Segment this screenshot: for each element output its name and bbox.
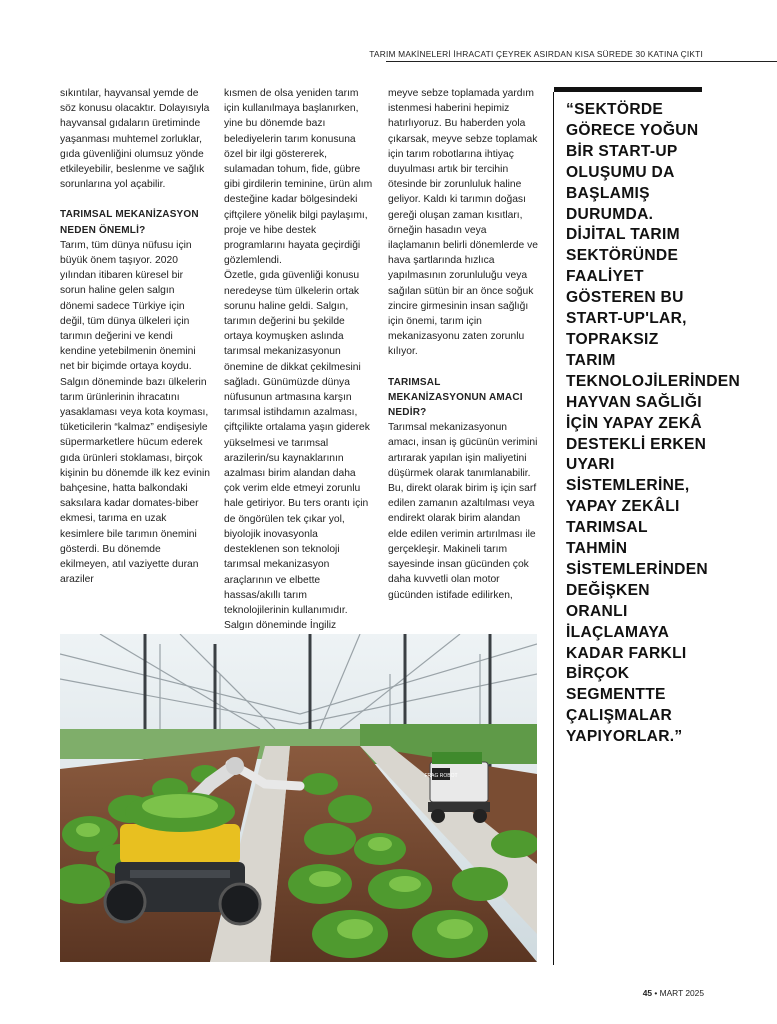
paragraph: Özetle, gıda güvenliği konusu neredeyse tüm ülkelerin ortak sorunu haline geldi. Salgın, tarımın değerini bu şekilde ortaya koymuşken aslında tarımsal mekanizasyonun önemine de dikkat çekilmesini sağladı. Günümüzde dünya nüfusunun artmasına karşın tarımsal istihdamın azalması, çiftçilikte ortalama yaşın giderek yükselmesi ve tarımsal arazilerin/su kaynaklarının azalması birim alandan daha çok verim elde etmeyi zorunlu hale getiriyor. Bu ters orantı için de öngörülen tek çıkar yol, biyolojik inovasyonla desteklenen son teknoloji tarımsal mekanizasyon araçlarının ve elbette hassas/akıllı tarım teknolojilerinin kullanımıdır. Salgın döneminde İngiliz bbox=[224, 270, 370, 632]
article-column-2 bbox=[224, 86, 374, 649]
header-rule bbox=[386, 61, 777, 62]
pull-quote: “SEKTÖRDE GÖRECE YOĞUN BİR START-UP OLUŞUMU DA BAŞLAMIŞ DURUMDA. DİJİTAL TARIM SEKTÖRÜNDE FAALİYET GÖSTEREN BU START-UP'LAR, TOPRAKSIZ TARIM TEKNOLOJİLERİNDEN HAYVAN SAĞLIĞI İÇİN YAPAY ZEKÂ DESTEKLİ ERKEN UYARI SİSTEMLERİNE, YAPAY ZEKÂLI TARIMSAL TAHMİN SİSTEMLERİNDEN DEĞİŞKEN ORANLI İLAÇLAMAYA KADAR FARKLI BİRÇOK SEGMENTTE ÇALIŞMALAR YAPIYORLAR.” bbox=[566, 101, 741, 746]
section-heading: TARIMSAL MEKANİZASYONUN AMACI NEDİR? bbox=[388, 376, 523, 419]
pull-quote-rule bbox=[553, 92, 554, 965]
issue-date: MART 2025 bbox=[659, 988, 704, 998]
paragraph: meyve sebze toplamada yardım istenmesi haberini hepimiz hatırlıyoruz. Bu haberden yola çıkarsak, meyve sebze toplamak için tarım robotlarına ihtiyaç duyulması artık bir tercihin ötesinde bir zorunluluk haline geliyor. Kaldı ki tarımın doğası gereği oluşan zaman kısıtları, örneğin hasadın veya ilaçlamanın belirli dönemlerde ve hava şartlarında hızlıca yapılmasının zorunluluğu veya sağılan sütün bir an önce soğuk zincire girmesinin insan sağlığı için önemi, tarım için mekanizasyonu zaten zorunlu kılıyor. bbox=[388, 88, 538, 358]
page-number: 45 bbox=[642, 988, 653, 998]
section-heading: TARIMSAL MEKANİZASYON NEDEN ÖNEMLİ? bbox=[60, 209, 199, 236]
robot-label: FRAG ROBOT bbox=[424, 773, 458, 779]
paragraph: sıkıntılar, hayvansal yemde de söz konusu olacaktır. Dolayısıyla hayvansal gıdaların üretiminde yaşanması muhtemel zorluklar, gıda güvenliğini olumsuz yönde etkileyebilir, beslenme ve sağlık sorunlarına yol açabilir. bbox=[60, 88, 210, 191]
page-footer bbox=[643, 988, 704, 998]
article-column-3 bbox=[388, 86, 538, 603]
paragraph: Tarımsal mekanizasyonun amacı, insan iş gücünün verimini artırarak yapılan işin maliyetini düşürmek olarak tanımlanabilir. Bu, direkt olarak birim iş için sarf edilen zamanın azaltılması veya endirekt olarak birim alandan elde edilen verimin artırılması ile gerçekleşir. Makineli tarım sayesinde insan gücünden çok daha kuvvetli olan motor gücünden istifade edilirken, bbox=[388, 422, 538, 601]
paragraph: Tarım, tüm dünya nüfusu için büyük önem taşıyor. 2020 yılından itibaren küresel bir sorun haline gelen salgın dönemi sadece Türkiye için değil, tüm dünya ülkeleri için tarımın değerini ve kendi kendine yetebilmenin önemini net bir biçimde ortaya koydu. Salgın döneminde bazı ülkelerin tarım ürünlerinin ihracatını yasaklaması veya kota koyması, tüketicilerin “kalmaz” endişesiyle süpermarketlere hücum ederek gıda ürünleri stoklaması, birçok kişinin bu dönemde ilk kez evinin bahçesine, hatta balkondaki saksılara kadar domates-biber ekmesi, tarıma en uzak kesimlere bile tarımın önemini gösterdi. Bu dönemde ekilmeyen, atıl vaziyette duran araziler bbox=[60, 239, 210, 586]
footer-separator: • bbox=[654, 988, 658, 998]
running-header: TARIM MAKİNELERİ İHRACATI ÇEYREK ASIRDAN KISA SÜREDE 30 KATINA ÇIKTI bbox=[369, 49, 703, 59]
pull-quote-bar bbox=[554, 87, 702, 92]
greenhouse-robot-photo bbox=[60, 634, 537, 962]
paragraph: kısmen de olsa yeniden tarım için kullanılmaya başlanırken, yine bu dönemde bazı belediyelerin tarım konusuna özel bir ilgi göstererek, sulamadan tohum, fide, gübre gibi girdilerin teminine, ürün alım desteğine kadar bölgesindeki çiftçilere yönelik bilgi paylaşımı, proje ve hibe destek programlarını hayata geçirdiği gözlemlendi. bbox=[224, 88, 373, 267]
article-column-1 bbox=[60, 86, 210, 588]
